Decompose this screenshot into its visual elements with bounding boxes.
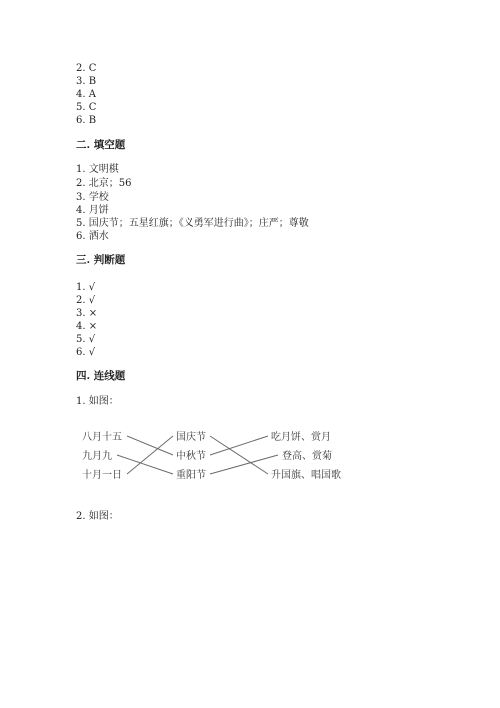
diagram-right-item: 升国旗、唱国歌 [271, 470, 341, 481]
connector-line [117, 455, 173, 474]
diagram-right-item: 吃月饼、赏月 [271, 432, 331, 443]
diagram-left-item: 八月十五 [82, 432, 122, 443]
section-heading-fill-blank: 二. 填空题 [76, 139, 126, 151]
diagram-middle-item: 国庆节 [176, 432, 206, 443]
diagram-right-item: 登高、赏菊 [282, 451, 332, 462]
answer-item: 1. 文明棋 [76, 164, 119, 175]
section-heading-true-false: 三. 判断题 [76, 254, 126, 266]
question-label: 1. 如图： [76, 396, 119, 407]
diagram-left-item: 九月九 [82, 451, 112, 462]
answer-item: 2. C [76, 63, 97, 74]
answer-item: 5. √ [76, 334, 96, 345]
diagram-middle-item: 重阳节 [176, 470, 206, 481]
connector-line [210, 436, 268, 474]
answer-item: 4. × [76, 321, 98, 332]
answer-item: 1. √ [76, 282, 96, 293]
section-heading-matching: 四. 连线题 [76, 370, 126, 382]
matching-diagram [70, 420, 370, 490]
question-label: 2. 如图： [76, 511, 119, 522]
answer-item: 6. √ [76, 347, 96, 358]
answer-item: 6. B [76, 115, 97, 126]
answer-item: 3. B [76, 76, 97, 87]
answer-item: 6. 洒水 [76, 231, 109, 242]
answer-item: 3. × [76, 308, 98, 319]
answer-item: 2. √ [76, 295, 96, 306]
answer-item: 2. 北京；56 [76, 178, 132, 189]
answer-item: 4. A [76, 89, 96, 100]
connector-line [127, 436, 173, 474]
answer-item: 4. 月饼 [76, 205, 109, 216]
answer-item: 5. C [76, 102, 97, 113]
diagram-middle-item: 中秋节 [176, 451, 206, 462]
answer-item: 3. 学校 [76, 192, 109, 203]
connector-line [210, 436, 268, 455]
connector-line [127, 436, 173, 455]
answer-item: 5. 国庆节；五星红旗；《义勇军进行曲》；庄严；尊敬 [76, 218, 309, 229]
diagram-left-item: 十月一日 [82, 470, 122, 481]
